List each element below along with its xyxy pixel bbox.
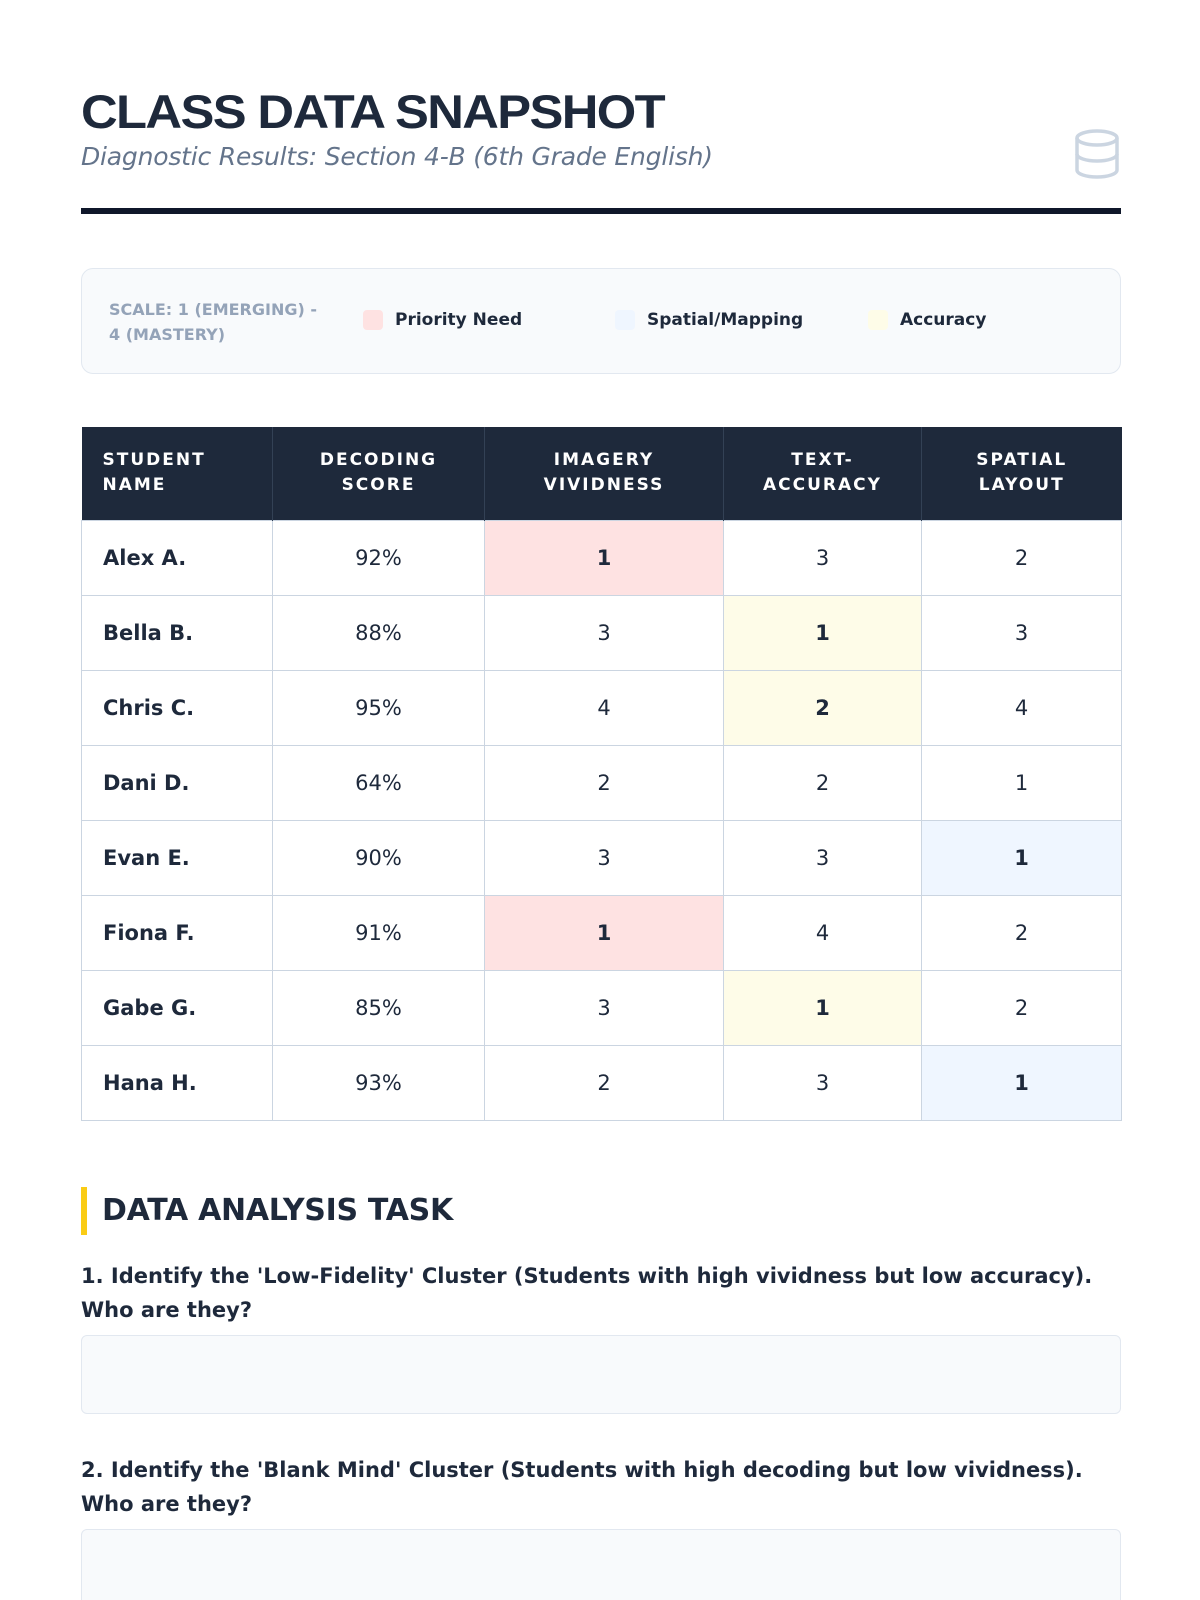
text-accuracy: 2 xyxy=(724,745,922,820)
student-name: Alex A. xyxy=(82,520,273,595)
legend-label: Priority Need xyxy=(395,310,523,330)
imagery-vividness: 4 xyxy=(485,670,724,745)
student-name: Bella B. xyxy=(82,595,273,670)
answer-1-field[interactable] xyxy=(81,1335,1121,1414)
student-data-table xyxy=(81,427,1122,1121)
decoding-score: 64% xyxy=(273,745,485,820)
legend-panel xyxy=(81,268,1121,374)
spatial-layout: 2 xyxy=(922,970,1122,1045)
student-name: Hana H. xyxy=(82,1045,273,1120)
accuracy-swatch xyxy=(868,310,888,330)
page-header xyxy=(81,84,1121,214)
question-1: 1. Identify the 'Low-Fidelity' Cluster (Students with high vividness but low accuracy). Who are they? xyxy=(81,1264,1093,1322)
decoding-score: 85% xyxy=(273,970,485,1045)
imagery-vividness: 3 xyxy=(485,595,724,670)
page-title: CLASS DATA SNAPSHOT xyxy=(81,85,665,138)
text-accuracy: 1 xyxy=(724,595,922,670)
student-name: Evan E. xyxy=(82,820,273,895)
scale-label: SCALE: 1 (EMERGING) - 4 (MASTERY) xyxy=(109,300,317,344)
decoding-score: 93% xyxy=(273,1045,485,1120)
table-row xyxy=(82,970,1122,1045)
text-accuracy: 1 xyxy=(724,970,922,1045)
decoding-score: 91% xyxy=(273,895,485,970)
header-text-accuracy: TEXT- ACCURACY xyxy=(724,427,922,520)
legend-item-spatial xyxy=(615,310,803,330)
spatial-layout: 2 xyxy=(922,895,1122,970)
spatial-layout: 3 xyxy=(922,595,1122,670)
text-accuracy: 3 xyxy=(724,520,922,595)
student-name: Chris C. xyxy=(82,670,273,745)
text-accuracy: 3 xyxy=(724,1045,922,1120)
legend-item-accuracy xyxy=(868,310,986,330)
imagery-vividness: 2 xyxy=(485,745,724,820)
student-name: Gabe G. xyxy=(82,970,273,1045)
page-subtitle: Diagnostic Results: Section 4-B (6th Grade English) xyxy=(81,142,713,171)
legend-label: Spatial/Mapping xyxy=(647,310,804,330)
table-row xyxy=(82,820,1122,895)
header-spatial-layout: SPATIAL LAYOUT xyxy=(922,427,1122,520)
table-row xyxy=(82,1045,1122,1120)
table-row xyxy=(82,520,1122,595)
imagery-vividness: 1 xyxy=(485,895,724,970)
imagery-vividness: 3 xyxy=(485,970,724,1045)
header-decoding-score: DECODING SCORE xyxy=(273,427,485,520)
legend-label: Accuracy xyxy=(900,310,987,330)
spatial-layout: 1 xyxy=(922,745,1122,820)
imagery-vividness: 2 xyxy=(485,1045,724,1120)
header-imagery-vividness: IMAGERY VIVIDNESS xyxy=(485,427,724,520)
imagery-vividness: 1 xyxy=(485,520,724,595)
legend-item-priority xyxy=(363,310,522,330)
student-name: Fiona F. xyxy=(82,895,273,970)
spatial-layout: 1 xyxy=(922,1045,1122,1120)
text-accuracy: 3 xyxy=(724,820,922,895)
text-accuracy: 2 xyxy=(724,670,922,745)
student-name: Dani D. xyxy=(82,745,273,820)
imagery-vividness: 3 xyxy=(485,820,724,895)
table-row xyxy=(82,895,1122,970)
spatial-layout: 1 xyxy=(922,820,1122,895)
table-header-row xyxy=(82,427,1122,520)
table-row xyxy=(82,595,1122,670)
decoding-score: 92% xyxy=(273,520,485,595)
question-2: 2. Identify the 'Blank Mind' Cluster (Students with high decoding but low vividness). Who are they? xyxy=(81,1458,1083,1516)
database-icon xyxy=(1073,128,1121,180)
spatial-layout: 4 xyxy=(922,670,1122,745)
decoding-score: 95% xyxy=(273,670,485,745)
table-row xyxy=(82,670,1122,745)
decoding-score: 90% xyxy=(273,820,485,895)
answer-2-field[interactable] xyxy=(81,1529,1121,1600)
decoding-score: 88% xyxy=(273,595,485,670)
spatial-swatch xyxy=(615,310,635,330)
text-accuracy: 4 xyxy=(724,895,922,970)
table-row xyxy=(82,745,1122,820)
spatial-layout: 2 xyxy=(922,520,1122,595)
task-heading: DATA ANALYSIS TASK xyxy=(81,1187,453,1235)
header-student-name: STUDENT NAME xyxy=(82,427,273,520)
priority-swatch xyxy=(363,310,383,330)
